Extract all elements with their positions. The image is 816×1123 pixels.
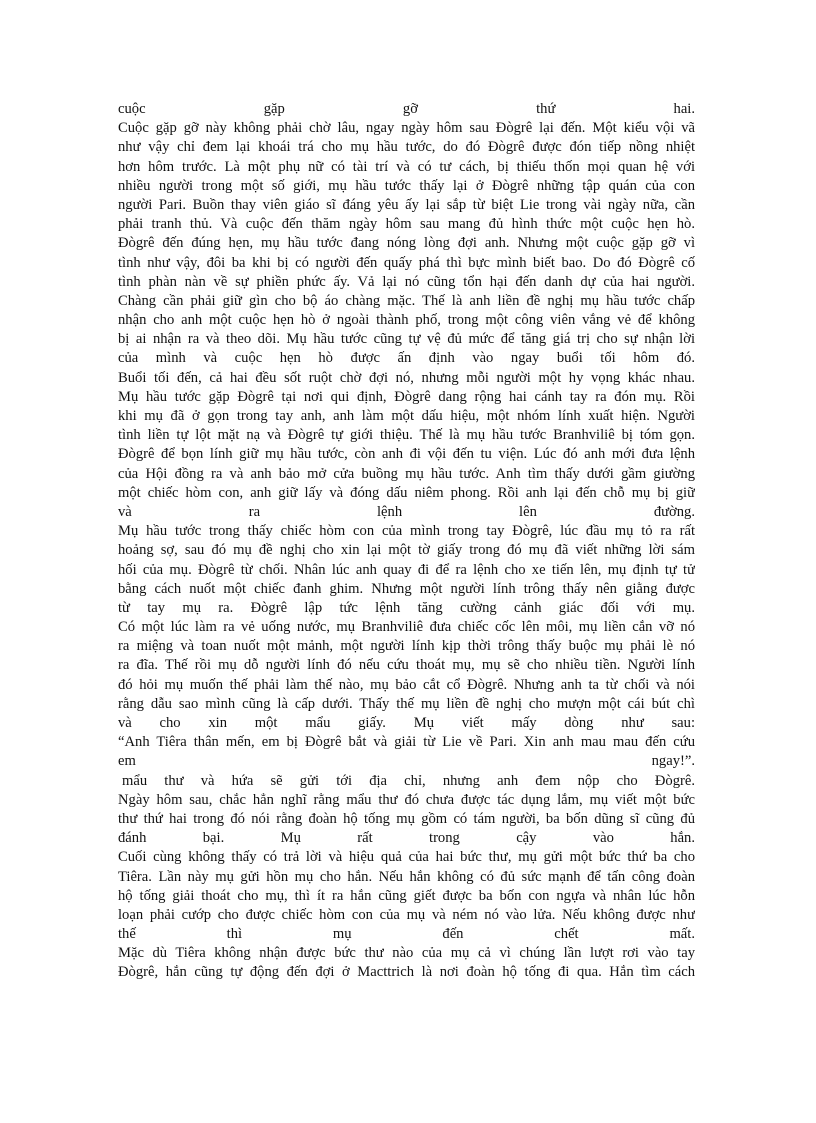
text-line: người Pari. Buồn thay viên giáo sĩ đáng yêu ấy lại sắp từ biệt Lie trong vài ngày nữa, cần: [118, 196, 695, 213]
text-line: Mụ hầu tước trong thấy chiếc hòm con của mình trong tay Đògrê, lúc đầu mụ tỏ ra rất: [118, 523, 695, 540]
text-line: Chàng cần phải giữ gìn cho bộ áo chàng mặc. Thế là anh liền đề nghị mụ hầu tước chấp: [118, 292, 695, 309]
text-line: mẩu thư và hứa sẽ gửi tới địa chỉ, nhưng anh đem nộp cho Đògrê.: [122, 772, 695, 789]
text-line: hoảng sợ, sau đó mụ đề nghị cho xin lại một tờ giấy trong đó mụ đã viết những lời sám: [118, 542, 695, 559]
text-line: tình liền tự lột mặt nạ và Đògrê tự giới thiệu. Thế là mụ hầu tước Branhviliê bị tóm gọn.: [118, 427, 695, 444]
text-line: ra đĩa. Thế rồi mụ dỗ người lính đó nếu cứu thoát mụ, mụ sẽ cho nhiều tiền. Người lính: [118, 657, 695, 674]
text-line: từ tay mụ ra. Đògrê lập tức lệnh tăng cường cảnh giác đối với mụ.: [118, 599, 695, 616]
text-line: và cho xin một mẩu giấy. Mụ viết mấy dòng như sau:: [118, 715, 695, 731]
text-line: ra miệng và toan nuốt một mảnh, một người lính kịp thời trông thấy buộc mụ phải lè nó: [118, 638, 695, 655]
text-line: Mụ hầu tước gặp Đògrê tại nơi qui định, Đògrê dang rộng hai cánh tay ra đón mụ. Rồi: [118, 388, 695, 405]
text-line: bằng cách nuốt một chiếc đanh ghim. Nhưng một người lính trông thấy nên giằng được: [118, 580, 695, 597]
text-line: một chiếc hòm con, anh giữ lấy và đóng dấu niêm phong. Rồi anh lại đến chỗ mụ bị giữ: [118, 484, 695, 501]
text-line: Tiêra. Lần này mụ gửi hồn mụ cho hắn. Nếu hắn không có đủ sức mạnh để tấn công đoàn: [118, 868, 695, 885]
text-line: Đògrê đến đúng hẹn, mụ hầu tước đang nóng lòng đợi anh. Nhưng một cuộc gặp gỡ vì: [118, 235, 695, 252]
text-line: rằng dẫu sao mình cũng là cấp dưới. Thấy thế mụ liền đề nghị cho mượn một cái bút chì: [118, 695, 695, 712]
text-line: Cuối cùng không thấy có trả lời và hiệu quả của hai bức thư, mụ gửi một bức thứ ba cho: [118, 849, 695, 866]
text-line: Ngày hôm sau, chắc hẳn nghĩ rằng mẩu thư đó chưa được tác dụng lắm, mụ viết một bức: [118, 791, 695, 808]
text-line: nhận cho anh một cuộc hẹn hò ở ngoài thành phố, trong một công viên vắng vẻ để không: [118, 312, 695, 329]
text-line: Mặc dù Tiêra không nhận được bức thư nào của mụ cả vì chúng lần lượt rơi vào tay: [118, 945, 695, 962]
text-line: và ra lệnh lên đường.: [118, 503, 695, 520]
text-line: Cuộc gặp gỡ này không phải chờ lâu, ngay ngày hôm sau Đògrê lại đến. Một kiểu vội vã: [118, 120, 695, 137]
text-line: đánh bại. Mụ rất trong cậy vào hắn.: [118, 830, 695, 847]
text-line: loạn phải cướp cho được chiếc hòm con của mụ và ném nó vào lửa. Nếu không được như: [118, 906, 695, 923]
text-line: Đògrê, hắn cũng tự động đến đợi ở Macttrich là nơi đoàn hộ tống đi qua. Hắn tìm cách: [118, 964, 695, 981]
text-line: như vậy chỉ đem lại khoái trá cho mụ hầu tước, do đó Đògrê được đón tiếp nồng nhiệt: [118, 139, 695, 156]
text-line: nhiều người trong một số giới, mụ hầu tước thấy lại ở Đògrê những tập quán của con: [118, 177, 695, 194]
text-line: đó hỏi mụ muốn thế phải làm thế nào, mụ bảo cắt cổ Đògrê. Nhưng anh ta từ chối và nói: [118, 676, 695, 693]
text-line: hộ tống giải thoát cho mụ, thì ít ra hắn cũng giết được ba bốn con ngựa và nhân lúc hỗn: [118, 887, 695, 904]
text-line: cuộc gặp gỡ thứ hai.: [118, 101, 695, 117]
text-line: bị ai nhận ra và theo dõi. Mụ hầu tước cũng tự vệ đủ mức để tăng giá trị cho sự nhận lời: [118, 331, 695, 348]
text-line: thư thứ hai trong đó nói rằng đoàn hộ tống mụ gồm có tám người, ba bốn dũng sĩ cũng đủ: [118, 810, 695, 827]
text-line: của Hội đồng ra và anh bảo mở cửa buồng mụ hầu tước. Anh tìm thấy dưới gầm giường: [118, 465, 695, 482]
text-line: khi mụ đã ở gọn trong tay anh, anh làm một dấu hiệu, một nhóm lính xuất hiện. Người: [118, 408, 695, 424]
text-line: Đògrê để bọn lính giữ mụ hầu tước, còn anh đi vội đến tu viện. Lúc đó anh mới đưa lệnh: [118, 446, 695, 463]
text-line: phải tranh thủ. Và cuộc đến thăm ngày hôm sau mang đủ hình thức một cuộc hẹn hò.: [118, 216, 695, 233]
text-line: em ngay!”.: [118, 753, 695, 770]
text-line: Buổi tối đến, cả hai đều sốt ruột chờ đợi nó, nhưng mỗi người một hy vọng khác nhau.: [118, 369, 695, 386]
text-line: tình như vậy, đôi ba khi bị có người đến quấy phá thì bực mình biết bao. Do đó Đògrê cố: [118, 254, 695, 271]
document-page: [118, 100, 695, 983]
text-line: hơn hôm trước. Là một phụ nữ có tài trí và có tư cách, bị thiếu thốn mọi quan hệ với: [118, 158, 695, 175]
text-line: hối của mụ. Đògrê từ chối. Nhân lúc anh quay đi để ra lệnh cho xe tiến lên, mụ định tự tử: [118, 561, 695, 578]
text-line: của mình và cuộc hẹn hò được ấn định vào ngay buổi tối hôm đó.: [118, 350, 695, 367]
text-line: “Anh Tiêra thân mến, em bị Đògrê bắt và giải từ Lie về Pari. Xin anh mau mau đến cứu: [118, 734, 695, 751]
text-line: thế thì mụ đến chết mất.: [118, 926, 695, 943]
text-line: Có một lúc làm ra vẻ uống nước, mụ Branhviliê đưa chiếc cốc lên môi, mụ liền cắn vỡ nó: [118, 619, 695, 636]
text-line: tình phàn nàn về sự phiền phức ấy. Vả lại nó cũng tổn hại đến danh dự của hai người.: [118, 273, 695, 290]
